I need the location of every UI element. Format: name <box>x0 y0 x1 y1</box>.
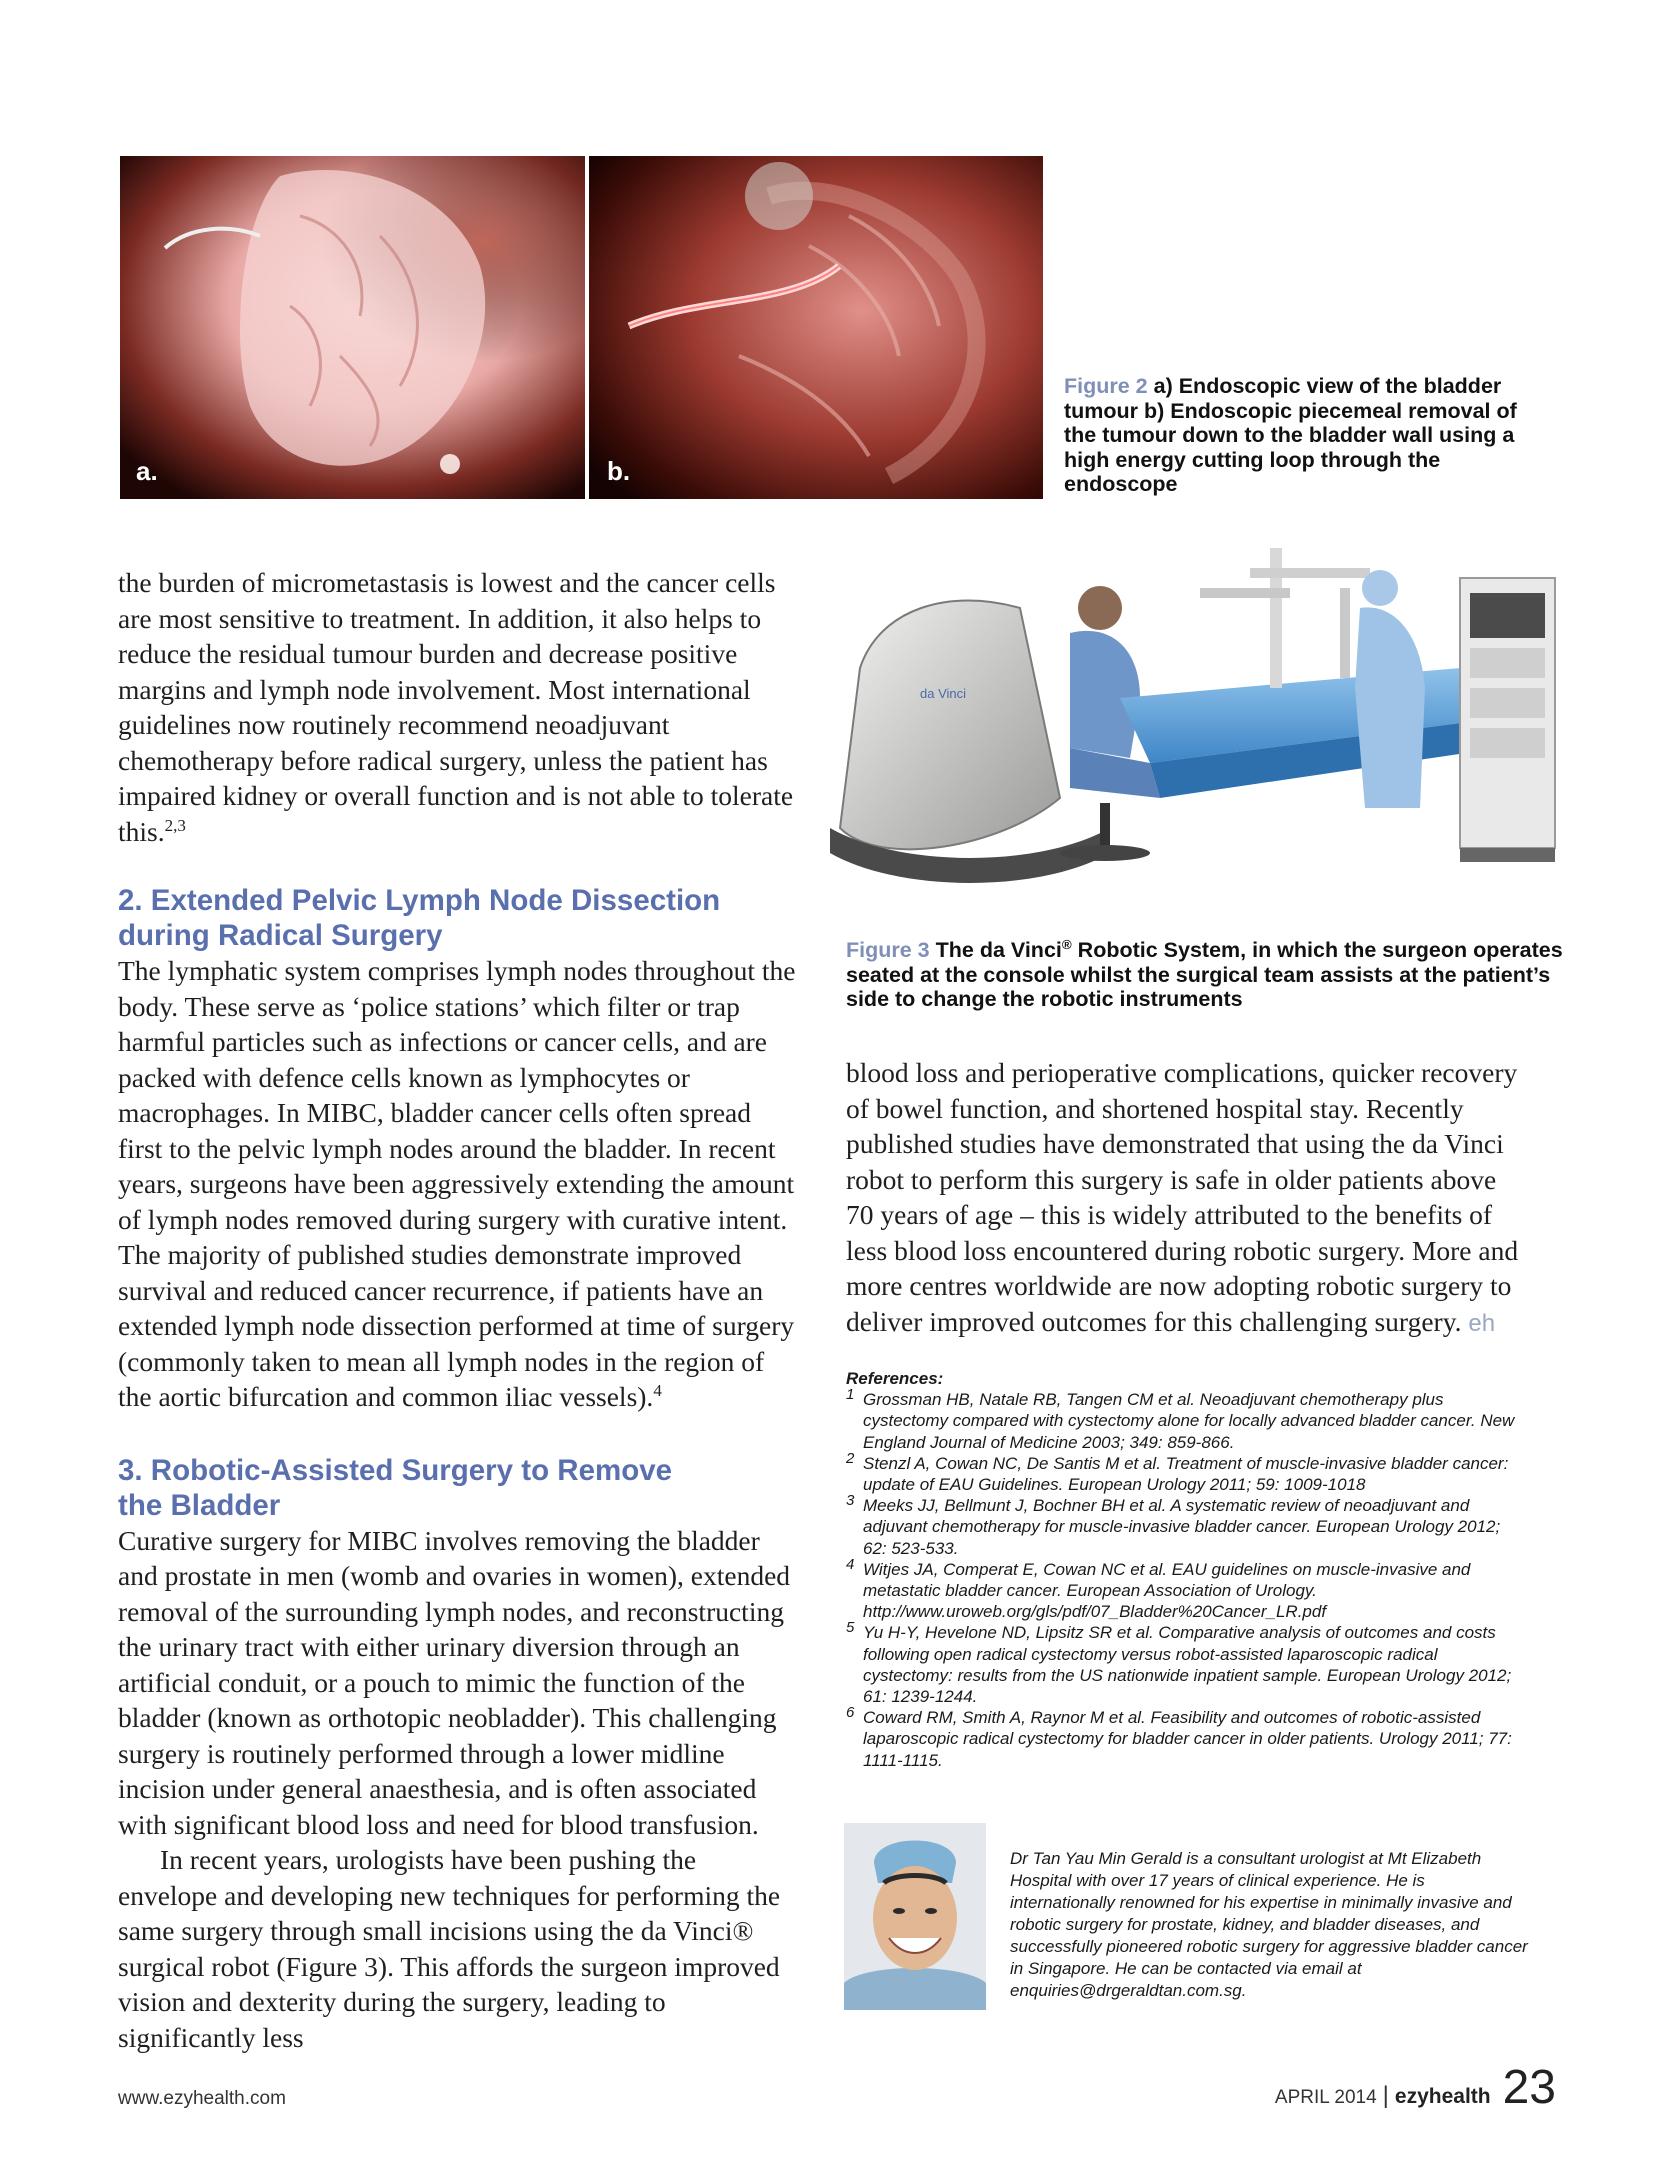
footer-date: APRIL 2014 <box>1274 2087 1377 2108</box>
references-list <box>846 1386 1526 1771</box>
figure2-caption-label: Figure 2 <box>1064 374 1148 398</box>
left-p1-text: the burden of micrometastasis is lowest and the cancer cells are most sensitive to treatment. In addition, it also helps to reduce the residual tumour burden and decrease positive margins and lymph node involvement. Most international guidelines now routinely recommend neoadjuvant chemotherapy before radical surgery, unless the patient has impaired kidney or overall function and is not able to tolerate this. <box>118 567 794 847</box>
reference-item: 5 Yu H-Y, Hevelone ND, Lipsitz SR et al. Comparative analysis of outcomes and costs following open radical cystectomy versus robot-assisted laparoscopic radical cystectomy: results from the US nationwide inpatient sample. European Urology 2012; 61: 1239-1244. <box>846 1619 1512 1707</box>
reference-item: 6 Coward RM, Smith A, Raynor M et al. Feasibility and outcomes of robotic-assisted laparoscopic radical cystectomy for bladder cancer in older patients. Urology 2011; 77: 1111-1115. <box>846 1704 1512 1770</box>
references <box>846 1368 1526 1771</box>
endoscopy-photo-b <box>589 156 1043 499</box>
figure3-caption-post: Robotic System, in which the surgeon operates seated at the console whilst the surgical team assists at the patient’s side to change the robotic instruments <box>846 938 1563 1011</box>
registered-mark: ® <box>1061 936 1072 952</box>
left-paragraph-4: In recent years, urologists have been pushing the envelope and developing new techniques for performing the same surgery through small incisions using the da Vinci® surgical robot (Figure 3). This affords the surgeon improved vision and dexterity during the surgery, leading to significantly less <box>118 1844 781 2053</box>
panel-b-label: b. <box>607 456 631 486</box>
left-column <box>118 565 798 2055</box>
figure3-caption-label: Figure 3 <box>846 938 930 962</box>
citation-2-3: 2,3 <box>164 815 186 835</box>
end-mark: eh <box>1468 1309 1496 1337</box>
right-p1-text: blood loss and perioperative complications, quicker recovery of bowel function, and shortened hospital stay. Recently published studies have demonstrated that using the da Vinci robot to perform this surgery is safe in older patients above 70 years of age – this is widely attributed to the benefits of less blood loss encountered during robotic surgery. More and more centres worldwide are now adopting robotic surgery to deliver improved outcomes for this challenging surgery. <box>846 1057 1519 1337</box>
left-paragraph-1 <box>118 565 798 849</box>
heading-robotic-surgery: 3. Robotic-Assisted Surgery to Remove the Bladder <box>118 1453 673 1522</box>
heading-lymph-node-dissection: 2. Extended Pelvic Lymph Node Dissection during Radical Surgery <box>118 884 721 952</box>
figure2-caption-text: a) Endoscopic view of the bladder tumour b) Endoscopic piecemeal removal of the tumour down to the bladder wall using a high energy cutting loop through the endoscope <box>1064 374 1517 496</box>
right-column <box>846 1055 1526 1341</box>
references-heading: References: <box>846 1369 944 1388</box>
figure2-caption <box>1064 374 1544 497</box>
da-vinci-robot-illustration <box>820 548 1570 898</box>
figure3-caption <box>846 938 1566 1012</box>
endoscopy-photo-a <box>120 156 585 499</box>
reference-item: 1 Grossman HB, Natale RB, Tangen CM et al. Neoadjuvant chemotherapy plus cystectomy compared with cystectomy alone for locally advanced bladder cancer. New England Journal of Medicine 2003; 349: 859-866. <box>846 1386 1515 1452</box>
figure2-image-a <box>120 156 585 499</box>
reference-item: 3 Meeks JJ, Bellmunt J, Bochner BH et al. A systematic review of neoadjuvant and adjuvant chemotherapy for muscle-invasive bladder cancer. European Urology 2012; 62: 523-533. <box>846 1492 1501 1558</box>
figure2-image-b <box>589 156 1043 499</box>
author-photo <box>844 1823 986 2010</box>
left-paragraph-3: Curative surgery for MIBC involves removing the bladder and prostate in men (womb and ovaries in women), extended removal of the surrounding lymph nodes, and reconstructing the urinary tract with either urinary diversion through an artificial conduit, or a pouch to mimic the function of the bladder (known as orthotopic neobladder). This challenging surgery is routinely performed through a lower midline incision under general anaesthesia, and is often associated with significant blood loss and need for blood transfusion. <box>118 1524 791 1840</box>
page-number: 23 <box>1502 2061 1556 2114</box>
footer-brand: ezyhealth <box>1394 2085 1491 2108</box>
figure3-image <box>820 548 1570 898</box>
left-p2-text: The lymphatic system comprises lymph nodes throughout the body. These serve as ‘police stations’ which filter or trap harmful particles such as infections or cancer cells, and are packed with defence cells known as lymphocytes or macrophages. In MIBC, bladder cancer cells often spread first to the pelvic lymph nodes around the bladder. In recent years, surgeons have been aggressively extending the amount of lymph nodes removed during surgery with curative intent. The majority of published studies demonstrate improved survival and reduced cancer recurrence, if patients have an extended lymph node dissection performed at time of surgery (commonly taken to mean all lymph nodes in the region of the aortic bifurcation and common iliac vessels). <box>118 955 796 1412</box>
citation-4: 4 <box>653 1380 662 1400</box>
reference-item: 4 Witjes JA, Comperat E, Cowan NC et al. EAU guidelines on muscle-invasive and metastatic bladder cancer. European Association of Urology. http://www.uroweb.org/gls/pdf/07_Bladder%20Cancer_LR.pdf <box>846 1555 1471 1622</box>
left-paragraph-2 <box>118 953 798 1415</box>
footer-website: www.ezyhealth.com <box>118 2088 286 2109</box>
author-bio: Dr Tan Yau Min Gerald is a consultant urologist at Mt Elizabeth Hospital with over 17 years of clinical experience. He is internationally renowned for his expertise in minimally invasive and robotic surgery for prostate, kidney, and bladder diseases, and successfully pioneered robotic surgery for aggressive bladder cancer in Singapore. He can be contacted via email at enquiries@drgeraldtan.com.sg. <box>1010 1849 1528 2000</box>
right-paragraph-1 <box>846 1055 1526 1341</box>
footer-separator: | <box>1382 2082 1389 2109</box>
panel-a-label: a. <box>136 456 158 486</box>
reference-item: 2 Stenzl A, Cowan NC, De Santis M et al. Treatment of muscle-invasive bladder cancer: update of EAU Guidelines. European Urology 2011; 59: 1009-1018 <box>846 1449 1509 1495</box>
author-portrait <box>844 1823 986 2010</box>
footer-right <box>1275 2060 1556 2112</box>
figure3-caption-pre: The da Vinci <box>935 938 1062 962</box>
console-brand-text: da Vinci <box>920 686 967 701</box>
